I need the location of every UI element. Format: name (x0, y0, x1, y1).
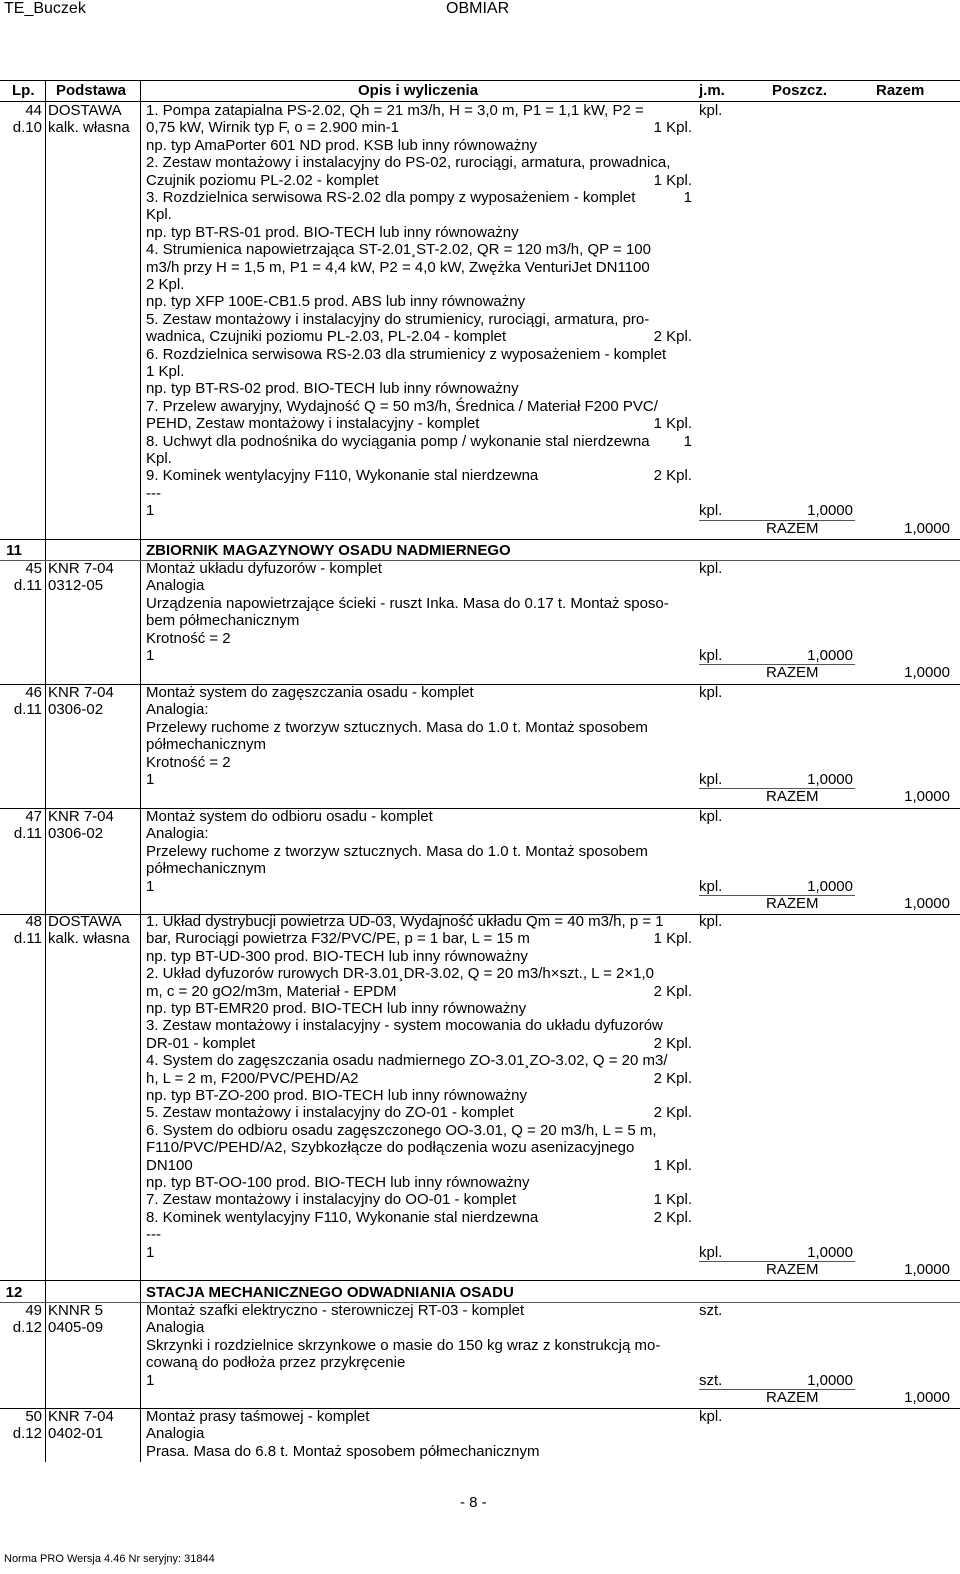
description-line: Analogia (146, 1319, 205, 1337)
razem-value: 1,0000 (904, 664, 950, 682)
base-code: DOSTAWA (48, 913, 122, 930)
description-line: h, L = 2 m, F200/PVC/PEHD/A2 (146, 1069, 359, 1087)
razem-value: 1,0000 (904, 519, 950, 537)
description-line: cowaną do podłoża przez przykręcenie (146, 1354, 406, 1372)
base-code: KNR 7-04 (48, 1408, 114, 1425)
description-line: półmechanicznym (146, 736, 267, 754)
razem-label: RAZEM (766, 519, 819, 537)
line-quantity: 1 Kpl. (653, 1191, 692, 1209)
line-quantity: 1 Kpl. (653, 415, 692, 433)
poszcz-value: 1,0000 (807, 1371, 853, 1389)
base-code: KNR 7-04 (48, 684, 114, 701)
description-line: wadnica, Czujniki poziomu PL-2.03, PL-2.04 - komplet (146, 328, 507, 346)
description-line: np. typ XFP 100E-CB1.5 prod. ABS lub inny równoważny (146, 293, 526, 311)
quantity: 1 (146, 1243, 155, 1261)
description-line: m, c = 20 gO2/m3m, Materiał - EPDM (146, 982, 397, 1000)
description-line: Montaż system do zagęszczania osadu - komplet (146, 684, 474, 701)
col-jm: j.m. (699, 82, 725, 99)
razem-label: RAZEM (766, 664, 819, 682)
description-line: 1. Układ dystrybucji powietrza UD-03, Wydajność układu Qm = 40 m3/h, p = 1 (146, 913, 664, 930)
description-line: F110/PVC/PEHD/A2, Szybkozłącze do podłączenia wozu asenizacyjnego (146, 1139, 635, 1157)
razem-label: RAZEM (766, 895, 819, 912)
col-poszcz: Poszcz. (772, 82, 828, 99)
line-quantity: 1 Kpl. (653, 171, 692, 189)
divider (0, 560, 960, 561)
description-line: 7. Zestaw montażowy i instalacyjny do OO-01 - komplet (146, 1191, 517, 1209)
divider (0, 80, 960, 81)
project-name: TE_Buczek (4, 0, 86, 17)
line-quantity: 2 Kpl. (653, 1069, 692, 1087)
line-quantity: 2 Kpl. (653, 467, 692, 485)
base-detail: kalk. własna (48, 119, 130, 137)
quantity-unit: kpl. (699, 502, 723, 520)
base-code: KNNR 5 (48, 1302, 104, 1319)
divider (0, 539, 960, 540)
description-line: np. typ BT-RS-02 prod. BIO-TECH lub inny równoważny (146, 380, 519, 398)
software-footer: Norma PRO Wersja 4.46 Nr seryjny: 31844 (4, 1553, 215, 1565)
description-line: 5. Zestaw montażowy i instalacyjny do ZO-01 - komplet (146, 1104, 514, 1122)
line-quantity: 1 (683, 432, 692, 450)
description-line: Montaż układu dyfuzorów - komplet (146, 560, 382, 577)
description-line: Kpl. (146, 206, 172, 224)
divider (0, 1408, 960, 1409)
col-podstawa: Podstawa (56, 82, 127, 99)
description-line: DN100 (146, 1156, 193, 1174)
description-line: Montaż szafki elektryczno - sterowniczej RT-03 - komplet (146, 1302, 525, 1319)
col-razem: Razem (876, 82, 925, 99)
poszcz-value: 1,0000 (807, 647, 853, 664)
description-line: Przelewy ruchome z tworzyw sztucznych. Masa do 1.0 t. Montaż sposobem (146, 842, 648, 860)
base-detail: kalk. własna (48, 930, 130, 948)
description-line: np. typ AmaPorter 601 ND prod. KSB lub inny równoważny (146, 136, 538, 154)
quantity: 1 (146, 1371, 155, 1389)
divider (0, 1280, 960, 1281)
poszcz-value: 1,0000 (807, 877, 853, 895)
line-quantity: 1 (683, 189, 692, 206)
description-line: Analogia (146, 577, 205, 595)
unit: szt. (699, 1302, 723, 1319)
line-quantity: 2 Kpl. (653, 1034, 692, 1052)
description-line: półmechanicznym (146, 860, 267, 878)
description-line: 5. Zestaw montażowy i instalacyjny do strumienicy, rurociągi, armatura, pro- (146, 310, 650, 328)
quantity-unit: kpl. (699, 1243, 723, 1261)
unit: kpl. (699, 1408, 723, 1425)
base-detail: 0402-01 (48, 1425, 104, 1443)
description-line: PEHD, Zestaw montażowy i instalacyjny - komplet (146, 415, 480, 433)
section-title: ZBIORNIK MAGAZYNOWY OSADU NADMIERNEGO (146, 542, 511, 559)
position-chapter: d.11 (13, 930, 42, 948)
description-line: Prasa. Masa do 6.8 t. Montaż sposobem półmechanicznym (146, 1442, 540, 1460)
description-line: Analogia (146, 1425, 205, 1443)
description-line: 1 Kpl. (146, 363, 185, 380)
col-opis: Opis i wyliczenia (358, 82, 479, 99)
description-line: Skrzynki i rozdzielnice skrzynkowe o masie do 150 kg wraz z konstrukcją mo- (146, 1336, 661, 1354)
column-rule (140, 80, 141, 1462)
line-quantity: 1 Kpl. (653, 1156, 692, 1174)
description-line: 6. Rozdzielnica serwisowa RS-2.03 dla strumienicy z wyposażeniem - komplet (146, 345, 667, 363)
description-line: DR-01 - komplet (146, 1034, 256, 1052)
quantity-unit: kpl. (699, 771, 723, 788)
position-number: 44 (25, 102, 42, 119)
description-line: Krotność = 2 (146, 629, 231, 647)
position-number: 45 (25, 560, 42, 577)
poszcz-value: 1,0000 (807, 771, 853, 788)
line-quantity: 2 Kpl. (653, 1104, 692, 1122)
description-line: np. typ BT-OO-100 prod. BIO-TECH lub inny równoważny (146, 1174, 530, 1191)
base-code: DOSTAWA (48, 102, 122, 119)
description-line: Czujnik poziomu PL-2.02 - komplet (146, 171, 379, 189)
position-number: 46 (25, 684, 42, 701)
line-quantity: 2 Kpl. (653, 328, 692, 346)
razem-value: 1,0000 (904, 788, 950, 806)
description-line: 3. Zestaw montażowy i instalacyjny - system mocowania do układu dyfuzorów (146, 1017, 663, 1035)
divider (0, 808, 960, 809)
description-line: 2. Układ dyfuzorów rurowych DR-3.01¸DR-3.02, Q = 20 m3/h×szt., L = 2×1,0 (146, 965, 655, 983)
description-line: Analogia: (146, 825, 209, 843)
description-line: Kpl. (146, 450, 172, 467)
description-line: 4. System do zagęszczania osadu nadmiernego ZO-3.01¸ZO-3.02, Q = 20 m3/ (146, 1052, 668, 1070)
quantity: 1 (146, 502, 155, 520)
base-code: KNR 7-04 (48, 560, 114, 577)
description-line: 1. Pompa zatapialna PS-2.02, Qh = 21 m3/h, H = 3,0 m, P1 = 1,1 kW, P2 = (146, 102, 644, 119)
page-number: - 8 - (460, 1494, 487, 1511)
description-line: Analogia: (146, 701, 209, 719)
column-rule (45, 80, 46, 1462)
description-line: Krotność = 2 (146, 753, 231, 771)
razem-label: RAZEM (766, 788, 819, 806)
description-line: m3/h przy H = 1,5 m, P1 = 4,4 kW, P2 = 4,0 kW, Zwężka VenturiJet DN1100 (146, 258, 650, 276)
unit: kpl. (699, 913, 723, 930)
razem-label: RAZEM (766, 1261, 819, 1278)
description-line: 8. Uchwyt dla podnośnika do wyciągania pomp / wykonanie stal nierdzewna (146, 432, 650, 450)
description-line: --- (146, 484, 161, 502)
divider (0, 684, 960, 685)
unit: kpl. (699, 684, 723, 701)
description-line: np. typ BT-UD-300 prod. BIO-TECH lub inny równoważny (146, 947, 528, 965)
position-chapter: d.10 (12, 119, 42, 137)
description-line: 9. Kominek wentylacyjny F110, Wykonanie stal nierdzewna (146, 467, 539, 485)
description-line: 2. Zestaw montażowy i instalacyjny do PS-02, rurociągi, armatura, prowadnica, (146, 154, 671, 172)
description-line: bem półmechanicznym (146, 612, 300, 630)
position-chapter: d.12 (12, 1319, 42, 1337)
razem-label: RAZEM (766, 1389, 819, 1406)
description-line: Przelewy ruchome z tworzyw sztucznych. Masa do 1.0 t. Montaż sposobem (146, 718, 648, 736)
description-line: 2 Kpl. (146, 276, 185, 293)
description-line: np. typ BT-RS-01 prod. BIO-TECH lub inny równoważny (146, 223, 519, 241)
razem-value: 1,0000 (904, 895, 950, 912)
description-line: np. typ BT-EMR20 prod. BIO-TECH lub inny równoważny (146, 1000, 527, 1017)
razem-value: 1,0000 (904, 1389, 950, 1406)
document-type: OBMIAR (446, 0, 510, 17)
line-quantity: 2 Kpl. (653, 1208, 692, 1226)
description-line: 3. Rozdzielnica serwisowa RS-2.02 dla pompy z wyposażeniem - komplet (146, 189, 636, 206)
quantity-unit: kpl. (699, 647, 723, 664)
line-quantity: 1 Kpl. (653, 119, 692, 137)
position-chapter: d.11 (13, 577, 42, 595)
description-line: 4. Strumienica napowietrzająca ST-2.01¸ST-2.02, QR = 120 m3/h, QP = 100 (146, 241, 651, 259)
unit: kpl. (699, 808, 723, 825)
unit: kpl. (699, 560, 723, 577)
section-number: 11 (6, 542, 22, 559)
base-code: KNR 7-04 (48, 808, 114, 825)
position-chapter: d.11 (13, 701, 42, 719)
description-line: 7. Przelew awaryjny, Wydajność Q = 50 m3/h, Średnica / Materiał F200 PVC/ (146, 397, 658, 415)
description-line: np. typ BT-ZO-200 prod. BIO-TECH lub inny równoważny (146, 1087, 527, 1104)
quantity: 1 (146, 647, 155, 664)
base-detail: 0306-02 (48, 825, 104, 843)
poszcz-value: 1,0000 (807, 502, 853, 520)
unit: kpl. (699, 102, 723, 119)
description-line: bar, Rurociągi powietrza F32/PVC/PE, p = 1 bar, L = 15 m (146, 930, 530, 948)
description-line: Montaż prasy taśmowej - komplet (146, 1408, 370, 1425)
quantity-unit: szt. (699, 1371, 723, 1389)
description-line: Montaż system do odbioru osadu - komplet (146, 808, 433, 825)
base-detail: 0312-05 (48, 577, 104, 595)
description-line: 6. System do odbioru osadu zagęszczonego OO-3.01, Q = 20 m3/h, L = 5 m, (146, 1121, 657, 1139)
col-lp: Lp. (12, 82, 35, 99)
description-line: Urządzenia napowietrzające ścieki - ruszt Inka. Masa do 0.17 t. Montaż sposo- (146, 594, 669, 612)
description-line: --- (146, 1226, 161, 1244)
poszcz-value: 1,0000 (807, 1243, 853, 1261)
position-number: 48 (25, 913, 42, 930)
section-number: 12 (5, 1284, 23, 1301)
base-detail: 0306-02 (48, 701, 104, 719)
line-quantity: 1 Kpl. (653, 930, 692, 948)
quantity: 1 (146, 877, 155, 895)
base-detail: 0405-09 (48, 1319, 104, 1337)
quantity: 1 (146, 771, 155, 788)
line-quantity: 2 Kpl. (653, 982, 692, 1000)
quantity-unit: kpl. (699, 877, 723, 895)
position-chapter: d.11 (13, 825, 42, 843)
description-line: 0,75 kW, Wirnik typ F, o = 2.900 min-1 (146, 119, 400, 137)
position-number: 49 (25, 1302, 42, 1319)
position-number: 50 (25, 1408, 42, 1425)
razem-value: 1,0000 (904, 1261, 950, 1278)
section-title: STACJA MECHANICZNEGO ODWADNIANIA OSADU (146, 1284, 514, 1301)
position-chapter: d.12 (12, 1425, 42, 1443)
position-number: 47 (25, 808, 42, 825)
description-line: 8. Kominek wentylacyjny F110, Wykonanie stal nierdzewna (146, 1208, 539, 1226)
